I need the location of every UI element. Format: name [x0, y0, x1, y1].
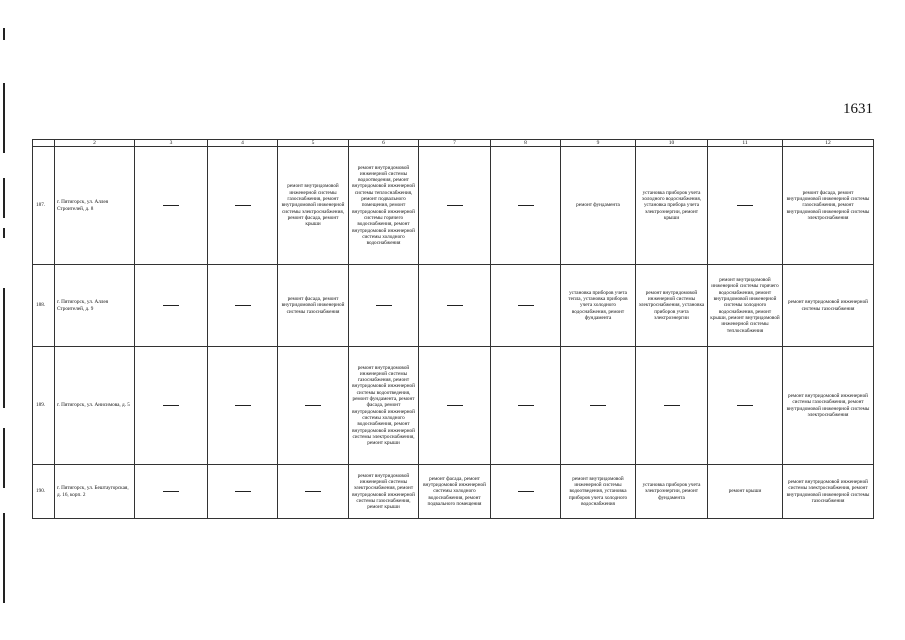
empty-cell: [135, 465, 208, 519]
dash-mark: [235, 205, 251, 206]
dash-mark: [518, 205, 534, 206]
row-number: 189.: [33, 347, 55, 465]
empty-cell: [491, 465, 561, 519]
dash-mark: [737, 205, 753, 206]
column-number: [33, 140, 55, 147]
work-cell: установка приборов учета тепла, установка приборов учета холодного водоснабжения, ремонт фундамента: [561, 265, 636, 347]
column-number: 7: [419, 140, 491, 147]
empty-cell: [419, 147, 491, 265]
dash-mark: [163, 491, 179, 492]
empty-cell: [636, 347, 708, 465]
dash-mark: [235, 491, 251, 492]
empty-cell: [208, 465, 278, 519]
work-cell: ремонт внутридомовой инженерной системы горячего водоснабжения, ремонт внутридомовой инженерной системы холодного водоснабжения, ремонт крыши, ремонт внутридомовой инженерной системы теплоснабжения: [708, 265, 783, 347]
work-cell: ремонт внутридомовой инженерной системы электроснабжения, ремонт внутридомовой инженерной системы газоснабжения, ремонт крыши: [349, 465, 419, 519]
dash-mark: [447, 305, 463, 306]
dash-mark: [447, 205, 463, 206]
empty-cell: [208, 265, 278, 347]
dash-mark: [305, 405, 321, 406]
table-row: [33, 465, 874, 519]
page-number: 1631: [843, 101, 873, 117]
empty-cell: [419, 347, 491, 465]
column-number: 4: [208, 140, 278, 147]
table-row: [33, 347, 874, 465]
empty-cell: [561, 347, 636, 465]
column-number: 8: [491, 140, 561, 147]
column-number: 10: [636, 140, 708, 147]
empty-cell: [135, 347, 208, 465]
empty-cell: [135, 147, 208, 265]
empty-cell: [208, 147, 278, 265]
dash-mark: [737, 405, 753, 406]
address-cell: г. Пятигорск, ул. Аллея Строителей, д. 8: [55, 147, 135, 265]
work-cell: ремонт внутридомовой инженерной системы электроснабжения, установка приборов учета электроэнергии: [636, 265, 708, 347]
dash-mark: [518, 491, 534, 492]
address-cell: г. Пятигорск, ул. Анисимова, д. 5: [55, 347, 135, 465]
repair-plan-table: [32, 139, 874, 519]
work-cell: ремонт фундамента: [561, 147, 636, 265]
work-cell: ремонт внутридомовой инженерной системы водоотведения, установка приборов учета холодного водоснабжения: [561, 465, 636, 519]
table-row: [33, 147, 874, 265]
column-number: 11: [708, 140, 783, 147]
empty-cell: [419, 265, 491, 347]
work-cell: установка приборов учета холодного водоснабжения, установка прибора учета электроэнергии, ремонт крыши: [636, 147, 708, 265]
column-number: 9: [561, 140, 636, 147]
dash-mark: [163, 405, 179, 406]
work-cell: ремонт фасада, ремонт внутридомовой инженерной системы холодного водоснабжения, ремонт подвального помещения: [419, 465, 491, 519]
row-number: 188.: [33, 265, 55, 347]
empty-cell: [491, 265, 561, 347]
empty-cell: [278, 347, 349, 465]
table-row: [33, 265, 874, 347]
work-cell: ремонт крыши: [708, 465, 783, 519]
empty-cell: [135, 265, 208, 347]
empty-cell: [491, 347, 561, 465]
dash-mark: [235, 405, 251, 406]
work-cell: установка приборов учета электроэнергии, ремонт фундамента: [636, 465, 708, 519]
empty-cell: [708, 347, 783, 465]
empty-cell: [708, 147, 783, 265]
dash-mark: [518, 305, 534, 306]
column-number: 5: [278, 140, 349, 147]
row-number: 190.: [33, 465, 55, 519]
address-cell: г. Пятигорск, ул. Аллея Строителей, д. 9: [55, 265, 135, 347]
column-number: 12: [783, 140, 874, 147]
column-number: 6: [349, 140, 419, 147]
column-number-row: [33, 140, 874, 147]
empty-cell: [491, 147, 561, 265]
dash-mark: [163, 205, 179, 206]
dash-mark: [376, 305, 392, 306]
work-cell: ремонт внутридомовой инженерной системы газоснабжения: [783, 265, 874, 347]
work-cell: ремонт внутридомовой инженерной системы электроснабжения, ремонт внутридомовой инженерной системы газоснабжения: [783, 465, 874, 519]
dash-mark: [590, 405, 606, 406]
empty-cell: [208, 347, 278, 465]
left-margin-marks: [3, 28, 5, 618]
work-cell: ремонт внутридомовой инженерной системы газоснабжения, ремонт внутридомовой инженерной системы электроснабжения: [783, 347, 874, 465]
work-cell: ремонт внутридомовой инженерной системы газоснабжения, ремонт внутридомовой инженерной системы водоотведения, ремонт фундамента, ремонт фасада, ремонт внутридомовой инженерной системы холодного водоснабжения, ремонт внутридомовой инженерной системы электроснабжения, ремонт крыши: [349, 347, 419, 465]
empty-cell: [349, 265, 419, 347]
dash-mark: [664, 405, 680, 406]
dash-mark: [163, 305, 179, 306]
work-cell: ремонт фасада, ремонт внутридомовой инженерной системы газоснабжения, ремонт внутридомовой инженерной системы электроснабжения: [783, 147, 874, 265]
work-cell: ремонт внутридомовой инженерной системы газоснабжения, ремонт внутридомовой инженерной системы электроснабжения, ремонт фасада, ремонт крыши: [278, 147, 349, 265]
dash-mark: [235, 305, 251, 306]
dash-mark: [305, 491, 321, 492]
column-number: 3: [135, 140, 208, 147]
dash-mark: [518, 405, 534, 406]
empty-cell: [278, 465, 349, 519]
work-cell: ремонт внутридомовой инженерной системы водоотведения, ремонт внутридомовой инженерной системы теплоснабжения, ремонт подвального помещения, ремонт внутридомовой инженерной системы горячего водоснабжения, ремонт внутридомовой инженерной системы холодного водоснабжения: [349, 147, 419, 265]
column-number: 2: [55, 140, 135, 147]
dash-mark: [447, 405, 463, 406]
address-cell: г. Пятигорск, ул. Бештаугорская, д. 16, корп. 2: [55, 465, 135, 519]
work-cell: ремонт фасада, ремонт внутридомовой инженерной системы газоснабжения: [278, 265, 349, 347]
row-number: 187.: [33, 147, 55, 265]
